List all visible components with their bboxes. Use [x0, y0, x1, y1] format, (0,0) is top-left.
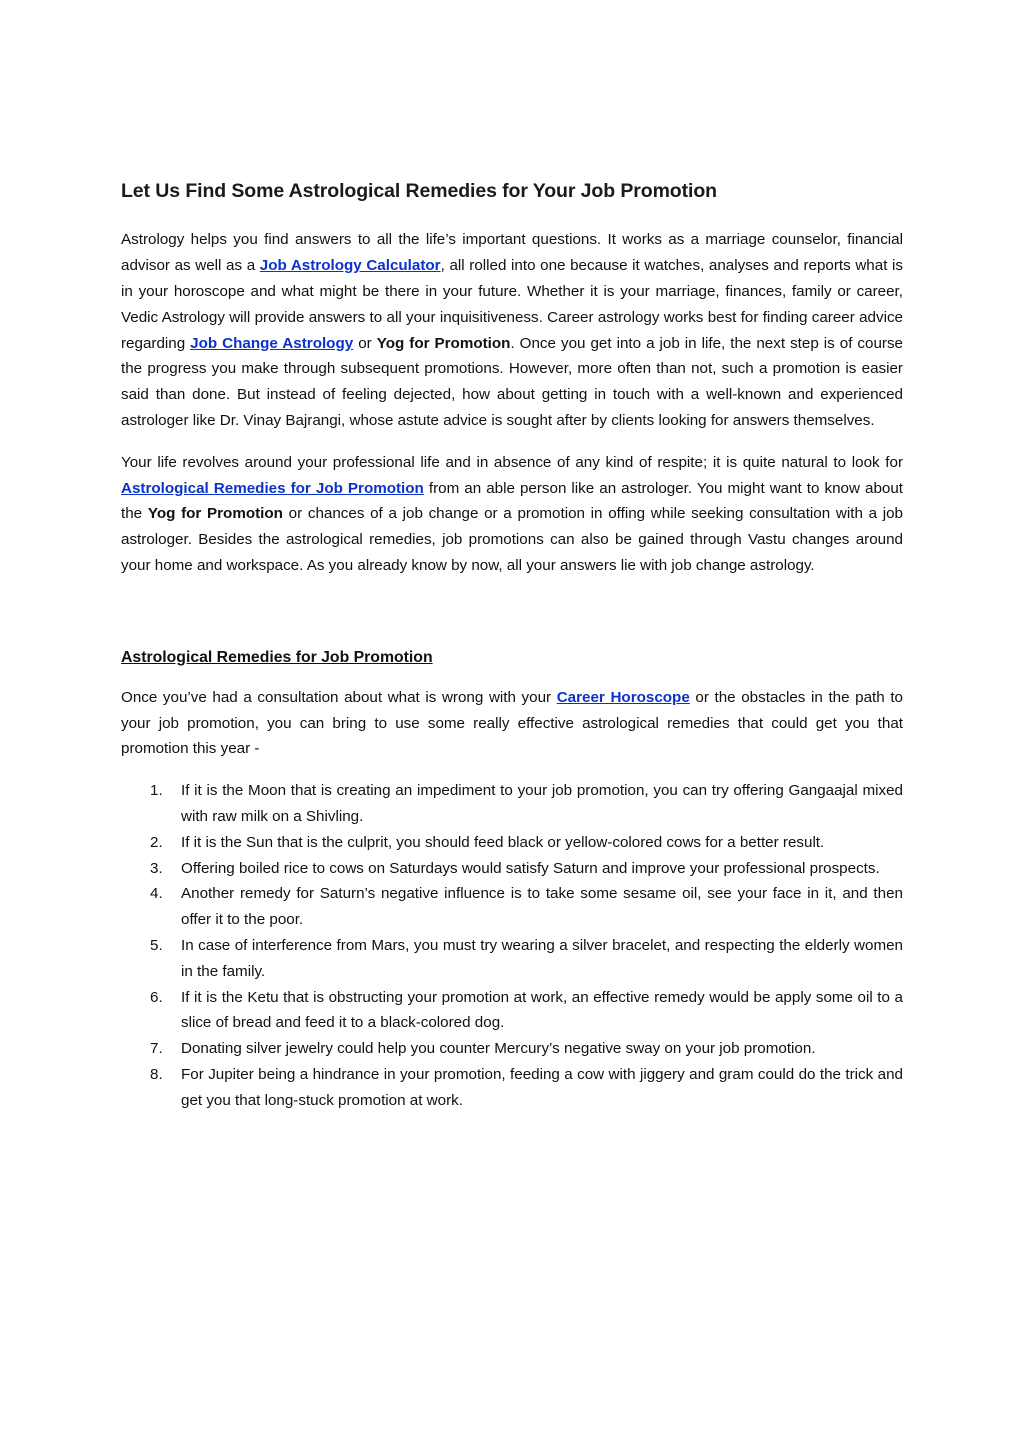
list-number: 2.	[150, 833, 163, 851]
list-item-text: If it is the Ketu that is obstructing your promotion at work, an effective remedy would be apply some oil to a slice of bread and feed it to a black-colored dog.	[181, 988, 903, 1032]
list-number: 1.	[150, 782, 163, 800]
list-item-text: If it is the Sun that is the culprit, you should feed black or yellow-colored cows for a better result.	[181, 833, 825, 851]
job-astrology-calculator-link[interactable]: Job Astrology Calculator	[259, 257, 441, 275]
list-item-text: Donating silver jewelry could help you counter Mercury’s negative sway on your job promotion.	[181, 1040, 816, 1058]
list-number: 4.	[150, 885, 163, 903]
list-item	[121, 1036, 903, 1062]
career-horoscope-link[interactable]: Career Horoscope	[556, 688, 690, 706]
list-item-text: Offering boiled rice to cows on Saturdays would satisfy Saturn and improve your professional prospects.	[181, 859, 880, 877]
list-item	[121, 778, 903, 830]
list-item	[121, 881, 903, 933]
list-number: 8.	[150, 1065, 163, 1083]
yog-for-promotion-bold: Yog for Promotion	[376, 334, 511, 352]
third-text-1: Once you’ve had a consultation about what is wrong with your	[121, 688, 557, 706]
second-text-1: Your life revolves around your professional life and in absence of any kind of respite; it is quite natural to look for	[121, 453, 903, 471]
list-number: 5.	[150, 936, 163, 954]
list-item	[121, 856, 903, 882]
yog-for-promotion-bold-2: Yog for Promotion	[147, 505, 283, 523]
document-page	[121, 180, 903, 1114]
list-item-text: Another remedy for Saturn’s negative influence is to take some sesame oil, see your face in it, and then offer it to the poor.	[181, 885, 903, 929]
intro-text-3: or	[353, 334, 377, 352]
intro-text-4: . Once you get into a job in life, the next step is of course the progress you make through subsequent promotions. However, more often than not, such a promotion is easier said than done. But instead of feeling dejected, how about getting in touch with a well-known and experienced astrologer like Dr. Vinay Bajrangi, whose astute advice is sought after by clients looking for answers themselves.	[121, 334, 904, 429]
remedies-list	[121, 778, 903, 1113]
list-item-text: If it is the Moon that is creating an impediment to your job promotion, you can try offering Gangaajal mixed with raw milk on a Shivling.	[181, 782, 903, 825]
intro-text-2: , all rolled into one because it watches, analyses and reports what is in your horoscope and what might be there in your future. Whether it is your marriage, finances, family or career, Vedic Astrology will provide answers to all your inquisitiveness. Career astrology works best for finding career advice regarding	[121, 257, 904, 352]
intro-text-1: Astrology helps you find answers to all the life’s important questions. It works as a marriage counselor, financial advisor as well as a	[121, 231, 903, 275]
list-item	[121, 985, 903, 1037]
third-paragraph	[121, 685, 903, 762]
astrological-remedies-link[interactable]: Astrological Remedies for Job Promotion	[121, 479, 424, 497]
section-spacer	[121, 595, 903, 648]
third-text-2: or the obstacles in the path to your job promotion, you can bring to use some really effective astrological remedies that could get you that promotion this year -	[121, 688, 903, 758]
list-number: 3.	[150, 859, 163, 877]
list-item	[121, 830, 903, 856]
second-paragraph	[121, 450, 903, 579]
list-item	[121, 1062, 903, 1114]
list-item	[121, 933, 903, 985]
list-item-text: In case of interference from Mars, you must try wearing a silver bracelet, and respecting the elderly women in the family.	[181, 936, 903, 980]
list-number: 7.	[150, 1040, 163, 1058]
second-text-2: from an able person like an astrologer. You might want to know about the	[121, 479, 904, 523]
second-text-3: or chances of a job change or a promotion in offing while seeking consultation with a job astrologer. Besides the astrological remedies, job promotions can also be gained through Vastu changes around your home and workspace. As you already know by now, all your answers lie with job change astrology.	[121, 505, 903, 574]
list-item-text: For Jupiter being a hindrance in your promotion, feeding a cow with jiggery and gram could do the trick and get you that long-stuck promotion at work.	[181, 1065, 903, 1109]
section-heading: Astrological Remedies for Job Promotion	[121, 648, 433, 666]
job-change-astrology-link[interactable]: Job Change Astrology	[190, 334, 354, 352]
page-title: Let Us Find Some Astrological Remedies for Your Job Promotion	[121, 180, 717, 202]
intro-paragraph	[121, 227, 903, 433]
list-number: 6.	[150, 988, 163, 1006]
